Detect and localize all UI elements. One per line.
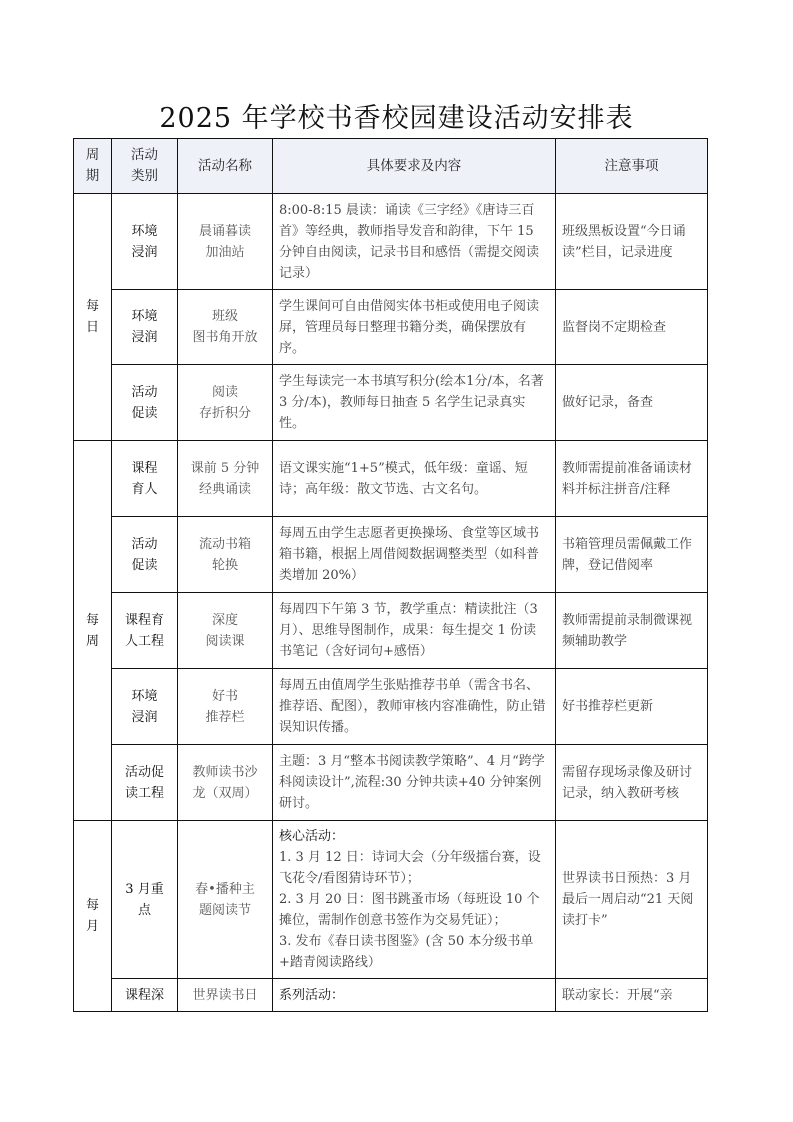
category-cell: 活动 促读	[112, 365, 178, 441]
detail-item: 2. 3 月 20 日：图书跳蚤市场（每班设 10 个摊位，需制作创意书签作为交易凭证）；	[279, 892, 540, 928]
activity-name-cell: 好书 推荐栏	[178, 669, 273, 745]
table-row	[74, 517, 708, 593]
category-cell: 环境 浸润	[112, 669, 178, 745]
category-cell: 3 月重 点	[112, 821, 178, 979]
note-cell: 做好记录，备查	[556, 365, 708, 441]
table-row	[74, 194, 708, 290]
header-category: 活动 类别	[112, 139, 178, 194]
table-row	[74, 290, 708, 365]
note-cell: 需留存现场录像及研讨记录，纳入教研考核	[556, 745, 708, 821]
detail-cell: 系列活动：	[273, 979, 556, 1012]
category-cell: 课程育 人工程	[112, 593, 178, 669]
category-cell: 课程 育人	[112, 441, 178, 517]
detail-cell: 每周五由学生志愿者更换操场、食堂等区域书箱书籍，根据上周借阅数据调整类型（如科普类增加 20%）	[273, 517, 556, 593]
detail-item: 1. 3 月 12 日：诗词大会（分年级擂台赛，设飞花令/看图猜诗环节）；	[279, 850, 541, 886]
header-period: 周 期	[74, 139, 112, 194]
note-cell: 书箱管理员需佩戴工作牌，登记借阅率	[556, 517, 708, 593]
detail-cell: 学生课间可自由借阅实体书柜或使用电子阅读屏，管理员每日整理书籍分类，确保摆放有序。	[273, 290, 556, 365]
table-row	[74, 669, 708, 745]
header-note: 注意事项	[556, 139, 708, 194]
activity-name-cell: 课前 5 分钟 经典诵读	[178, 441, 273, 517]
category-cell: 环境 浸润	[112, 194, 178, 290]
note-cell: 监督岗不定期检查	[556, 290, 708, 365]
note-cell: 好书推荐栏更新	[556, 669, 708, 745]
detail-item: 3. 发布《春日读书图鉴》(含 50 本分级书单+踏青阅读路线）	[279, 934, 534, 970]
note-cell: 教师需提前录制微课视频辅助教学	[556, 593, 708, 669]
activity-name-cell: 晨诵暮读 加油站	[178, 194, 273, 290]
note-cell: 教师需提前准备诵读材料并标注拼音/注释	[556, 441, 708, 517]
activity-name-cell: 世界读书日	[178, 979, 273, 1012]
table-row	[74, 365, 708, 441]
category-cell: 活动 促读	[112, 517, 178, 593]
note-cell: 班级黑板设置“今日诵读”栏目，记录进度	[556, 194, 708, 290]
table-row	[74, 821, 708, 979]
period-cell-daily: 每 日	[74, 194, 112, 441]
header-detail: 具体要求及内容	[273, 139, 556, 194]
detail-heading: 核心活动：	[279, 829, 345, 844]
activity-name-cell: 春•播种主 题阅读节	[178, 821, 273, 979]
detail-cell	[273, 821, 556, 979]
category-cell: 环境 浸润	[112, 290, 178, 365]
activity-name-cell: 班级 图书角开放	[178, 290, 273, 365]
detail-cell: 学生每读完一本书填写积分(绘本1分/本，名著 3 分/本)，教师每日抽查 5 名学生记录真实性。	[273, 365, 556, 441]
table-row	[74, 979, 708, 1012]
detail-cell: 每周四下午第 3 节，教学重点：精读批注（3 月）、思维导图制作，成果：每生提交 1 份读书笔记（含好词句+感悟）	[273, 593, 556, 669]
activity-name-cell: 流动书箱 轮换	[178, 517, 273, 593]
detail-cell: 8:00-8:15 晨读：诵读《三字经》《唐诗三百首》等经典，教师指导发音和韵律，下午 15 分钟自由阅读，记录书目和感悟（需提交阅读记录）	[273, 194, 556, 290]
category-cell: 课程深	[112, 979, 178, 1012]
table-row	[74, 441, 708, 517]
activity-name-cell: 深度 阅读课	[178, 593, 273, 669]
period-cell-weekly: 每 周	[74, 441, 112, 821]
detail-cell: 每周五由值周学生张贴推荐书单（需含书名、推荐语、配图），教师审核内容准确性，防止错误知识传播。	[273, 669, 556, 745]
detail-cell: 主题：3 月“整本书阅读教学策略”、4 月“跨学科阅读设计”,流程:30 分钟共读+40 分钟案例研讨。	[273, 745, 556, 821]
header-name: 活动名称	[178, 139, 273, 194]
detail-cell: 语文课实施“1+5”模式，低年级：童谣、短诗；高年级：散文节选、古文名句。	[273, 441, 556, 517]
document-title: 2025 年学校书香校园建设活动安排表	[159, 103, 634, 134]
table-row	[74, 745, 708, 821]
note-cell: 联动家长：开展“亲	[556, 979, 708, 1012]
category-cell: 活动促 读工程	[112, 745, 178, 821]
activity-name-cell: 阅读 存折积分	[178, 365, 273, 441]
table-header-row	[74, 139, 708, 194]
activity-name-cell: 教师读书沙 龙（双周）	[178, 745, 273, 821]
table-row	[74, 593, 708, 669]
note-cell: 世界读书日预热：3 月最后一周启动“21 天阅读打卡”	[556, 821, 708, 979]
period-cell-monthly: 每 月	[74, 821, 112, 1012]
activity-schedule-table	[73, 138, 708, 1012]
